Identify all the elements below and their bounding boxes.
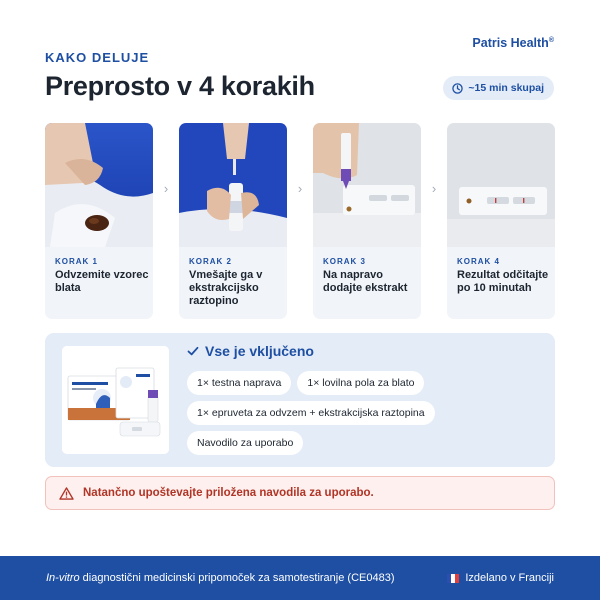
chevron-right-icon: › <box>297 181 303 196</box>
step-1-number: KORAK 1 <box>55 257 99 266</box>
step-4-photo <box>447 123 555 247</box>
footer-disclaimer-italic: In-vitro <box>46 572 80 584</box>
warning-triangle-icon <box>59 487 74 500</box>
step-card-3 <box>313 123 421 319</box>
time-badge <box>443 76 554 100</box>
brand-registered-mark: ® <box>548 36 554 44</box>
clock-icon <box>452 83 463 94</box>
included-item-chip: 1× epruveta za odvzem + ekstrakcijska raztopina <box>187 401 435 425</box>
step-1-photo <box>45 123 153 247</box>
step-1-text: Odvzemite vzorec blata <box>55 269 149 294</box>
step-2-number: KORAK 2 <box>189 257 233 266</box>
warning-text: Natančno upoštevajte priložena navodila za uporabo. <box>83 487 374 499</box>
checkmark-icon <box>187 345 199 357</box>
brand-logo <box>472 36 554 50</box>
included-item-chip: 1× testna naprava <box>187 371 291 395</box>
chevron-right-icon: › <box>431 181 437 196</box>
included-items <box>187 371 547 461</box>
step-4-number: KORAK 4 <box>457 257 501 266</box>
chevron-right-icon: › <box>163 181 169 196</box>
included-title <box>187 343 314 359</box>
section-eyebrow: KAKO DELUJE <box>45 50 150 65</box>
footer-bar <box>0 556 600 600</box>
footer-origin <box>447 572 554 584</box>
france-flag-icon <box>447 574 459 583</box>
included-title-text: Vse je vključeno <box>205 343 314 359</box>
footer-origin-text: Izdelano v Franciji <box>465 572 554 584</box>
footer-disclaimer-rest: diagnostični medicinski pripomoček za samotestiranje (CE0483) <box>79 572 395 584</box>
footer-disclaimer <box>46 572 395 584</box>
page-title: Preprosto v 4 korakih <box>45 71 315 101</box>
step-3-photo <box>313 123 421 247</box>
product-kit-image <box>62 346 169 454</box>
step-3-number: KORAK 3 <box>323 257 367 266</box>
step-card-2 <box>179 123 287 319</box>
step-2-photo <box>179 123 287 247</box>
step-card-4 <box>447 123 555 319</box>
brand-name: Patris Health <box>472 36 549 50</box>
included-item-chip: Navodilo za uporabo <box>187 431 303 455</box>
time-badge-label: ~15 min skupaj <box>468 82 544 94</box>
step-2-text: Vmešajte ga v ekstrakcijsko raztopino <box>189 269 263 307</box>
step-4-text: Rezultat odčitajte po 10 minutah <box>457 269 549 294</box>
warning-banner <box>45 476 555 510</box>
step-3-text: Na napravo dodajte ekstrakt <box>323 269 408 294</box>
step-card-1 <box>45 123 153 319</box>
included-item-chip: 1× lovilna pola za blato <box>297 371 424 395</box>
included-panel <box>45 333 555 467</box>
steps-row <box>45 123 555 319</box>
